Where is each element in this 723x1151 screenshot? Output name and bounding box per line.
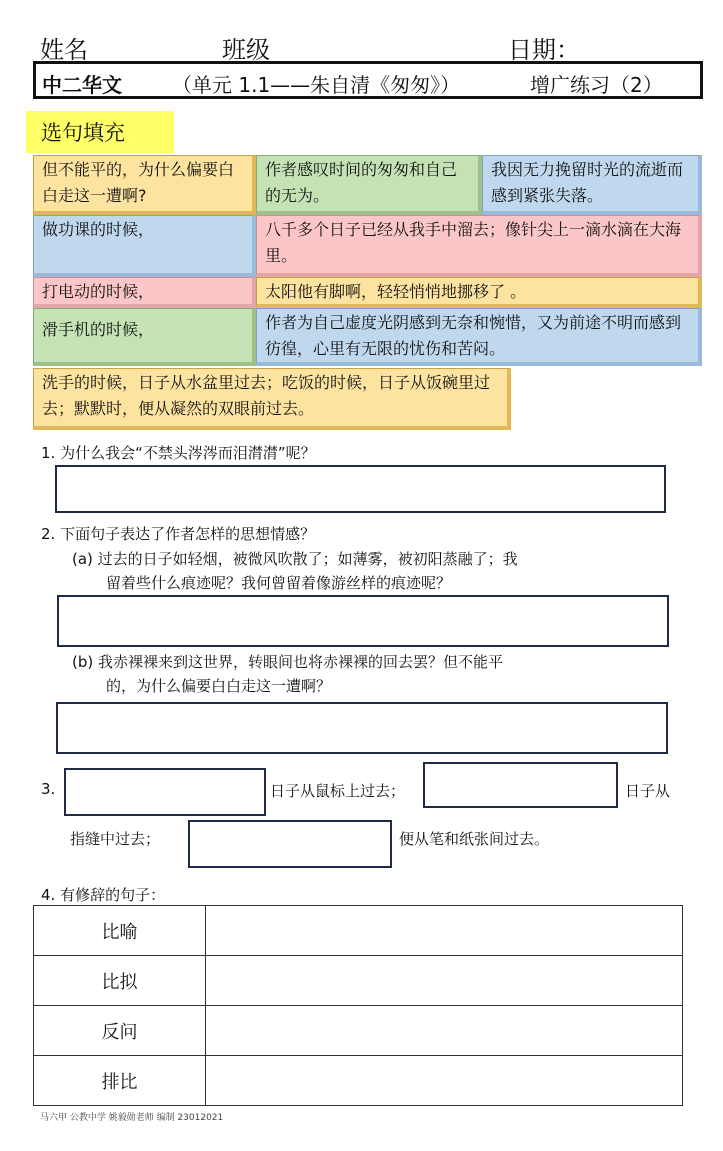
option-card: 洗手的时候，日子从水盆里过去；吃饭的时候，日子从饭碗里过去；默默时，便从凝然的双眼前过去。 xyxy=(33,368,511,430)
section-title: 选句填充 xyxy=(26,111,174,153)
option-card: 滑手机的时候， xyxy=(33,308,256,366)
course-title: 中二华文 xyxy=(42,73,122,97)
rhetoric-answer-cell[interactable] xyxy=(206,906,683,956)
question-4: 4. 有修辞的句子： xyxy=(41,886,166,904)
question-3-text: 指缝中过去； xyxy=(70,830,161,848)
exercise-title: 增广练习（2） xyxy=(530,73,663,97)
question-2a: (a) 过去的日子如轻烟，被微风吹散了；如薄雾，被初阳蒸融了；我 xyxy=(72,550,518,568)
rhetoric-answer-cell[interactable] xyxy=(206,956,683,1006)
question-3-text: 日子从 xyxy=(625,782,671,800)
question-2: 2. 下面句子表达了作者怎样的思想情感？ xyxy=(41,525,316,543)
answer-box-q2a[interactable] xyxy=(57,595,669,647)
footer-credit: 马六甲 公教中学 姚毅勋老师 编制 23012021 xyxy=(40,1113,224,1123)
table-row xyxy=(34,1006,683,1056)
question-2b: (b) 我赤裸裸来到这世界，转眼间也将赤裸裸的回去罢？但不能平 xyxy=(72,653,503,671)
question-1: 1. 为什么我会“不禁头涔涔而泪潸潸”呢？ xyxy=(41,444,316,462)
option-card: 太阳他有脚啊，轻轻悄悄地挪移了 。 xyxy=(256,277,702,308)
date-label: 日期： xyxy=(508,36,580,64)
table-row xyxy=(34,1056,683,1106)
rhetoric-label: 比拟 xyxy=(34,956,206,1006)
rhetoric-table xyxy=(33,905,683,1106)
rhetoric-answer-cell[interactable] xyxy=(206,1006,683,1056)
option-card: 打电动的时候， xyxy=(33,277,256,308)
answer-box-q3-1[interactable] xyxy=(64,768,266,816)
question-2a-cont: 留着些什么痕迹呢？我何曾留着像游丝样的痕迹呢？ xyxy=(106,574,452,592)
rhetoric-label: 反问 xyxy=(34,1006,206,1056)
name-label: 姓名 xyxy=(40,36,88,64)
table-row xyxy=(34,906,683,956)
answer-box-q2b[interactable] xyxy=(56,702,668,754)
unit-title: （单元 1.1——朱自清《匆匆》） xyxy=(172,73,461,97)
answer-box-q3-2[interactable] xyxy=(423,762,618,808)
answer-box-q3-3[interactable] xyxy=(188,820,392,868)
option-card: 但不能平的，为什么偏要白白走这一遭啊? xyxy=(33,155,256,215)
option-card: 我因无力挽留时光的流逝而感到紧张失落。 xyxy=(482,155,702,215)
title-bar xyxy=(33,61,703,99)
option-card: 八千多个日子已经从我手中溜去；像针尖上一滴水滴在大海里。 xyxy=(256,215,702,277)
rhetoric-label: 比喻 xyxy=(34,906,206,956)
class-label: 班级 xyxy=(222,36,270,64)
question-3-text: 便从笔和纸张间过去。 xyxy=(399,830,550,848)
option-card: 作者感叹时间的匆匆和自己的无为。 xyxy=(256,155,482,215)
question-2b-cont: 的，为什么偏要白白走这一遭啊？ xyxy=(106,677,332,695)
question-3-text: 日子从鼠标上过去； xyxy=(270,782,406,800)
rhetoric-label: 排比 xyxy=(34,1056,206,1106)
question-3-number: 3. xyxy=(41,780,56,798)
answer-box-q1[interactable] xyxy=(55,465,666,513)
option-card: 做功课的时候， xyxy=(33,215,256,277)
option-card: 作者为自己虚度光阴感到无奈和惋惜，又为前途不明而感到彷徨，心里有无限的忧伤和苦闷。 xyxy=(256,308,702,366)
rhetoric-answer-cell[interactable] xyxy=(206,1056,683,1106)
table-row xyxy=(34,956,683,1006)
